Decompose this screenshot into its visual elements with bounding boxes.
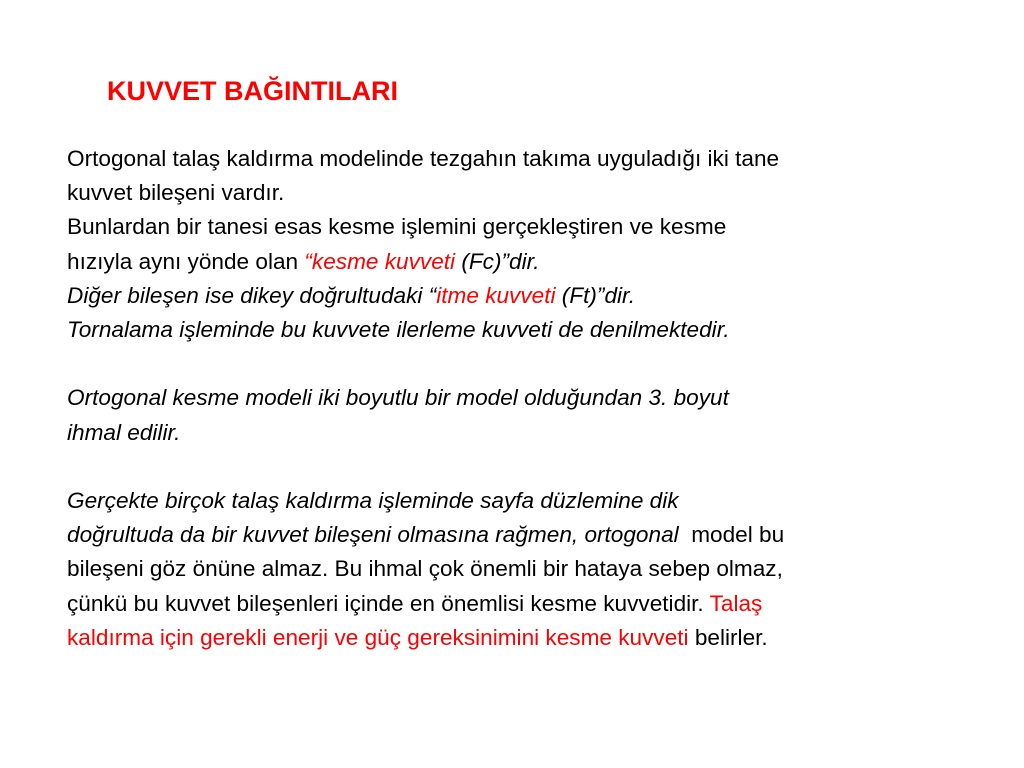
text-span: Gerçekte birçok talaş kaldırma işleminde sayfa düzlemine dik [67,488,679,513]
text-span: Diğer bileşen ise dikey doğrultudaki “ [67,282,437,308]
text-span: Tornalama işleminde bu kuvvete ilerleme kuvveti de denilmektedir. [67,317,730,343]
paragraph-gap [67,347,987,381]
text-line [67,279,987,313]
text-span: (Ft)”dir. [555,282,635,308]
text-span: ihmal edilir. [67,419,181,445]
paragraph-gap [67,450,987,484]
text-line [67,381,987,415]
text-line [67,416,987,450]
text-line [67,176,987,210]
text-span: model bu [678,522,785,548]
text-line [67,552,987,586]
text-span: (Fc)”dir. [455,248,540,274]
text-span: Ortogonal talaş kaldırma modelinde tezgahın takıma uyguladığı iki tane [67,146,780,171]
text-span: kuvvet bileşeni vardır. [67,180,285,206]
text-span: Ortogonal kesme modeli iki boyutlu bir model olduğundan 3. boyut [67,385,729,411]
text-span: doğrultuda da bir kuvvet bileşeni olmasına rağmen, ortogonal [67,522,679,548]
text-line [67,142,987,176]
text-span: Bunlardan bir tanesi esas kesme işlemini gerçekleştiren ve kesme [67,214,727,240]
slide-body [67,142,987,655]
text-line [67,587,987,621]
text-line [67,518,987,552]
text-line [67,313,987,347]
text-line [67,621,987,655]
highlight-kesme-kuvveti: kesme kuvveti [311,248,456,274]
text-line [67,484,987,518]
text-line [67,245,987,279]
text-span: belirler. [688,624,768,650]
text-span-quote: “ [304,248,312,274]
text-line [67,210,987,244]
highlight-talas: Talaş [709,590,763,616]
text-span: hızıyla aynı yönde olan [67,248,305,274]
highlight-itme-kuvveti: itme kuvveti [436,282,556,308]
text-span: bileşeni göz önüne almaz. Bu ihmal çok önemli bir hataya sebep olmaz, [67,556,783,582]
text-span: çünkü bu kuvvet bileşenleri içinde en önemlisi kesme kuvvetidir. [67,590,710,616]
slide-title: KUVVET BAĞINTILARI [107,76,399,106]
highlight-energy-requirement: kaldırma için gerekli enerji ve güç gereksinimini kesme kuvveti [67,624,689,650]
